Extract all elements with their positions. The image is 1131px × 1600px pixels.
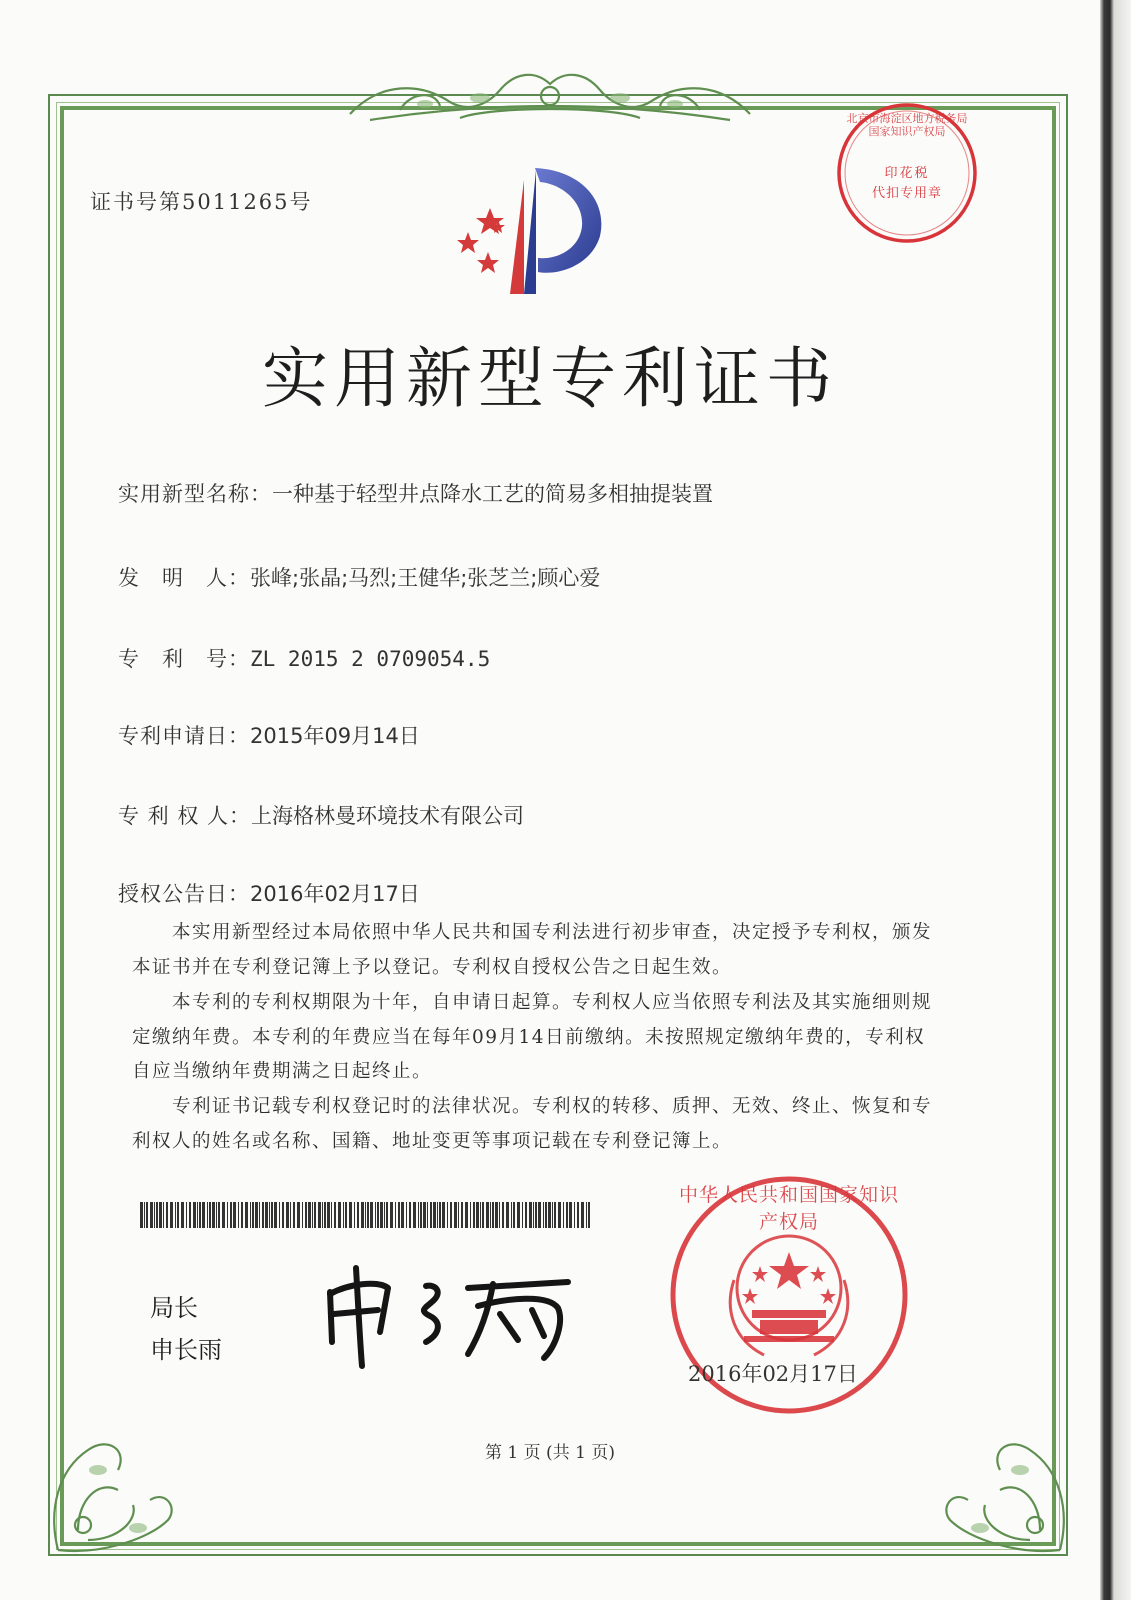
barcode-bar: [216, 1202, 217, 1228]
handwritten-signature: [318, 1262, 578, 1372]
barcode-bar: [384, 1202, 385, 1228]
barcode-bar: [552, 1202, 553, 1228]
barcode-bar: [274, 1202, 277, 1228]
barcode-bar: [450, 1202, 452, 1228]
barcode-bar: [543, 1202, 544, 1228]
barcode-bar: [442, 1202, 445, 1228]
barcode-bar: [395, 1202, 396, 1228]
barcode-bar: [327, 1202, 330, 1228]
barcode-bar: [241, 1202, 243, 1228]
barcode-bar: [227, 1202, 228, 1228]
barcode-bar: [186, 1202, 187, 1228]
barcode-bar: [166, 1202, 168, 1228]
barcode-bar: [409, 1202, 411, 1228]
field-patentee: [118, 800, 524, 830]
field-label: 专利申请日：: [118, 724, 250, 748]
barcode-bar: [302, 1202, 303, 1228]
barcode-bar: [401, 1202, 404, 1228]
barcode-bar: [345, 1202, 347, 1228]
field-label: 发 明 人：: [118, 566, 250, 590]
official-seal-date: 2016年02月17日: [688, 1362, 858, 1386]
barcode-bar: [199, 1202, 201, 1228]
top-ornament-icon: [340, 62, 760, 132]
barcode-bar: [154, 1202, 155, 1228]
barcode-icon: [140, 1200, 595, 1230]
barcode-bar: [380, 1202, 383, 1228]
barcode-bar: [324, 1202, 326, 1228]
page-title: 实用新型专利证书: [262, 340, 838, 417]
barcode-bar: [262, 1202, 264, 1228]
barcode-bar: [377, 1202, 379, 1228]
barcode-bar: [202, 1202, 205, 1228]
barcode-bar: [218, 1202, 220, 1228]
barcode-bar: [447, 1202, 448, 1228]
barcode-bar: [222, 1202, 225, 1228]
barcode-bar: [492, 1202, 494, 1228]
field-inventors: [118, 562, 600, 592]
tax-stamp-center-text-1: 印花税: [884, 166, 930, 181]
barcode-bar: [259, 1202, 260, 1228]
barcode-bar: [470, 1202, 471, 1228]
barcode-bar: [245, 1202, 248, 1228]
barcode-bar: [140, 1202, 143, 1228]
barcode-bar: [159, 1202, 162, 1228]
barcode-bar: [525, 1202, 527, 1228]
barcode-bar: [545, 1202, 547, 1228]
barcode-bar: [522, 1202, 523, 1228]
barcode-bar: [482, 1202, 484, 1228]
field-grant-date: [118, 878, 420, 908]
barcode-bar: [535, 1202, 537, 1228]
barcode-bar: [349, 1202, 352, 1228]
barcode-bar: [177, 1202, 179, 1228]
barcode-bar: [586, 1202, 587, 1228]
barcode-bar: [250, 1202, 251, 1228]
barcode-bar: [480, 1202, 481, 1228]
barcode-bar: [554, 1202, 556, 1228]
official-seal-ring-text: 中华人民共和国国家知识产权局: [678, 1184, 899, 1233]
barcode-bar: [486, 1202, 489, 1228]
cnipa-logo-icon: [440, 160, 620, 300]
barcode-bar: [390, 1202, 393, 1228]
barcode-bar: [297, 1202, 300, 1228]
barcode-bar: [331, 1202, 332, 1228]
barcode-bar: [413, 1202, 416, 1228]
barcode-bar: [420, 1202, 422, 1228]
field-value: 2016年02月17日: [250, 882, 420, 906]
barcode-bar: [370, 1202, 373, 1228]
barcode-bar: [312, 1202, 313, 1228]
barcode-bar: [271, 1202, 273, 1228]
binding-edge: [1100, 0, 1131, 1600]
barcode-bar: [538, 1202, 541, 1228]
barcode-bar: [430, 1202, 432, 1228]
field-value: 2015年09月14日: [250, 724, 420, 748]
barcode-bar: [375, 1202, 376, 1228]
body-paragraph-1: 本实用新型经过本局依照中华人民共和国专利法进行初步审查，决定授予专利权，颁发本证书并在专利登记簿上予以登记。专利权自授权公告之日起生效。: [132, 922, 933, 978]
barcode-bar: [558, 1202, 561, 1228]
barcode-bar: [574, 1202, 575, 1228]
barcode-bar: [193, 1202, 196, 1228]
barcode-bar: [252, 1202, 254, 1228]
barcode-bar: [293, 1202, 295, 1228]
barcode-bar: [175, 1202, 176, 1228]
barcode-bar: [163, 1202, 164, 1228]
barcode-bar: [511, 1202, 512, 1228]
barcode-bar: [354, 1202, 355, 1228]
barcode-bar: [465, 1202, 468, 1228]
barcode-bar: [418, 1202, 419, 1228]
barcode-bar: [423, 1202, 426, 1228]
barcode-bar: [207, 1202, 208, 1228]
barcode-bar: [569, 1202, 572, 1228]
barcode-bar: [305, 1202, 307, 1228]
barcode-bar: [513, 1202, 515, 1228]
signatory-role: 局长: [150, 1294, 198, 1322]
barcode-bar: [197, 1202, 198, 1228]
barcode-bar: [473, 1202, 475, 1228]
barcode-bar: [230, 1202, 232, 1228]
barcode-bar: [357, 1202, 359, 1228]
barcode-bar: [458, 1202, 459, 1228]
barcode-bar: [146, 1202, 148, 1228]
barcode-bar: [212, 1202, 215, 1228]
barcode-bar: [490, 1202, 491, 1228]
barcode-bar: [433, 1202, 436, 1228]
barcode-bar: [189, 1202, 191, 1228]
barcode-bar: [386, 1202, 388, 1228]
certificate-number: 证书号第5011265号: [90, 190, 313, 214]
barcode-bar: [495, 1202, 498, 1228]
barcode-bar: [439, 1202, 441, 1228]
barcode-bar: [566, 1202, 568, 1228]
barcode-bar: [506, 1202, 509, 1228]
barcode-bar: [181, 1202, 184, 1228]
barcode-bar: [533, 1202, 534, 1228]
field-label: 授权公告日：: [118, 882, 250, 906]
field-label: 专 利 权 人：: [118, 804, 252, 828]
barcode-bar: [269, 1202, 270, 1228]
field-application-date: [118, 720, 420, 750]
barcode-bar: [279, 1202, 280, 1228]
barcode-bar: [588, 1202, 590, 1228]
tax-stamp-center-text-2: 代扣专用章: [871, 186, 942, 201]
barcode-bar: [314, 1202, 316, 1228]
tax-stamp-ring-text: 北京市海淀区地方税务局 国家知识产权局: [846, 112, 968, 138]
barcode-bar: [461, 1202, 463, 1228]
bottom-right-ornament-icon: [930, 1380, 1080, 1560]
barcode-bar: [308, 1202, 311, 1228]
barcode-bar: [502, 1202, 504, 1228]
barcode-bar: [343, 1202, 344, 1228]
barcode-bar: [361, 1202, 364, 1228]
field-patent-number: [118, 643, 490, 673]
field-value: 张峰;张晶;马烈;王健华;张芝兰;顾心爱: [250, 566, 601, 590]
barcode-bar: [476, 1202, 479, 1228]
barcode-bar: [334, 1202, 336, 1228]
body-paragraph-3: 专利证书记载专利权登记时的法律状况。专利权的转移、质押、无效、终止、恢复和专利权人的姓名或名称、国籍、地址变更等事项记载在专利登记簿上。: [132, 1096, 933, 1152]
barcode-bar: [338, 1202, 341, 1228]
barcode-bar: [437, 1202, 438, 1228]
barcode-bar: [529, 1202, 532, 1228]
barcode-bar: [499, 1202, 500, 1228]
barcode-bar: [322, 1202, 323, 1228]
barcode-bar: [454, 1202, 457, 1228]
barcode-bar: [365, 1202, 366, 1228]
barcode-bar: [255, 1202, 258, 1228]
barcode-bar: [398, 1202, 400, 1228]
barcode-bar: [170, 1202, 173, 1228]
barcode-bar: [548, 1202, 551, 1228]
barcode-bar: [427, 1202, 428, 1228]
barcode-bar: [265, 1202, 268, 1228]
barcode-bar: [156, 1202, 158, 1228]
page-footer: 第 1 页 (共 1 页): [485, 1443, 615, 1463]
barcode-bar: [563, 1202, 564, 1228]
barcode-bar: [233, 1202, 236, 1228]
barcode-bar: [290, 1202, 291, 1228]
barcode-bar: [318, 1202, 321, 1228]
field-utility-model-name: [118, 478, 713, 508]
signatory-name: 申长雨: [150, 1336, 222, 1364]
barcode-bar: [144, 1202, 145, 1228]
field-value: 上海格林曼环境技术有限公司: [251, 804, 525, 828]
field-label: 实用新型名称：: [118, 482, 272, 506]
barcode-bar: [517, 1202, 520, 1228]
barcode-bar: [282, 1202, 284, 1228]
bottom-left-ornament-icon: [38, 1380, 188, 1560]
barcode-bar: [581, 1202, 584, 1228]
field-value: 一种基于轻型井点降水工艺的简易多相抽提装置: [272, 482, 713, 506]
field-value: ZL 2015 2 0709054.5: [250, 647, 491, 671]
barcode-bar: [577, 1202, 579, 1228]
barcode-bar: [238, 1202, 239, 1228]
barcode-bar: [150, 1202, 153, 1228]
field-label: 专 利 号：: [118, 647, 250, 671]
barcode-bar: [406, 1202, 407, 1228]
barcode-bar: [286, 1202, 289, 1228]
barcode-bar: [209, 1202, 211, 1228]
body-paragraph-2: 本专利的专利权期限为十年，自申请日起算。专利权人应当依照专利法及其实施细则规定缴纳年费。本专利的年费应当在每年09月14日前缴纳。未按照规定缴纳年费的，专利权自应当缴纳年费期满之日起终止。: [132, 992, 933, 1082]
barcode-bar: [367, 1202, 369, 1228]
